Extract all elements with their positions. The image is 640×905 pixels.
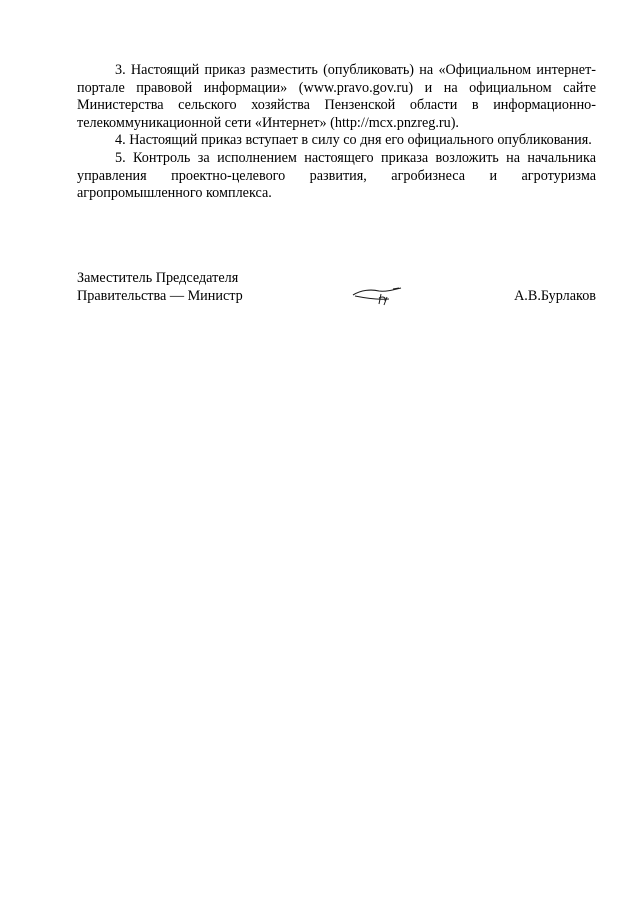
paragraph-3: 3. Настоящий приказ разместить (опубликовать) на «Официальном интернет-портале правовой информации» (www.pravo.gov.ru) и на официальном сайте Министерства сельского хозяйства Пензенской области в информационно-телекоммуникационной сети «Интернет» (http://mcx.pnzreg.ru). [77,62,596,131]
signature-block [77,270,596,310]
paragraph-4: 4. Настоящий приказ вступает в силу со дня его официального опубликования. [115,132,592,149]
signatory-name: А.В.Бурлаков [514,288,596,304]
paragraph-5: 5. Контроль за исполнением настоящего приказа возложить на начальника управления проектно-целевого развития, агробизнеса и агротуризма агропромышленного комплекса. [77,149,596,202]
handwritten-signature [349,282,405,308]
signatory-title-line2: Правительства — Министр [77,288,243,304]
signatory-title-line1: Заместитель Председателя [77,270,239,286]
document-body [77,62,596,203]
